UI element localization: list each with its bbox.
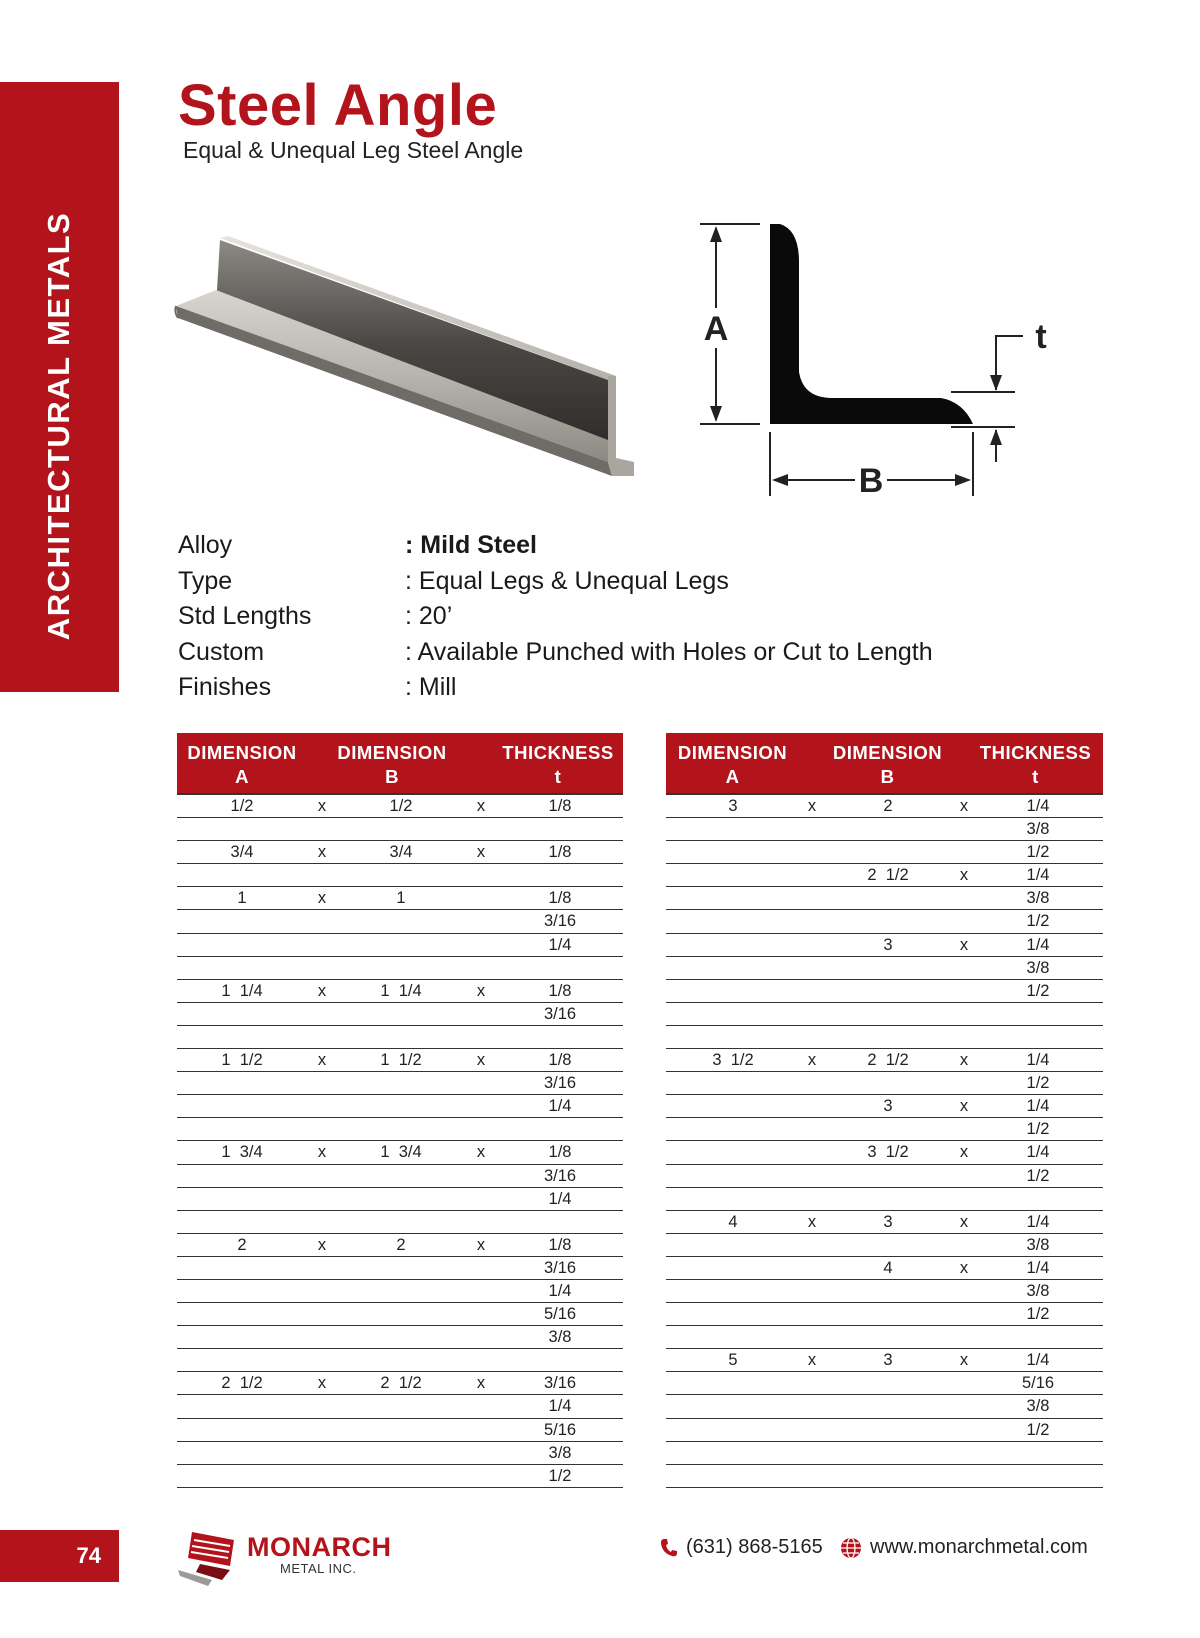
- table-row: [177, 795, 623, 818]
- cell-dimension-a: 3/4: [230, 843, 254, 862]
- header-dimension-b: DIMENSION B: [832, 742, 943, 787]
- spec-value: : Mill: [405, 673, 457, 702]
- cell-x: x: [476, 1051, 486, 1070]
- cell-thickness: 1/2: [1026, 981, 1050, 1000]
- cell-thickness: 3/16: [543, 1258, 577, 1277]
- cell-x: x: [807, 1212, 817, 1231]
- table-row: [177, 1234, 623, 1257]
- globe-icon: [840, 1537, 862, 1559]
- cell-x: x: [959, 1143, 969, 1162]
- table-row: [666, 1211, 1103, 1234]
- spec-row-alloy: [178, 528, 933, 564]
- cell-x: x: [476, 1143, 486, 1162]
- table-row: [177, 910, 623, 933]
- page-title: Steel Angle: [178, 73, 498, 138]
- cell-x: x: [959, 797, 969, 815]
- table-row: [666, 1326, 1103, 1349]
- cell-x: x: [959, 1097, 969, 1116]
- cell-thickness: 3/16: [543, 1004, 577, 1023]
- cell-thickness: 1/8: [548, 1051, 572, 1070]
- cell-x: x: [807, 1351, 817, 1370]
- table-row: [666, 795, 1103, 818]
- monarch-logo-icon: [178, 1528, 248, 1586]
- cell-thickness: 1/8: [548, 1143, 572, 1162]
- cell-x: x: [959, 1258, 969, 1277]
- cell-dimension-a: 4: [728, 1212, 738, 1231]
- spec-row-custom: [178, 635, 933, 671]
- cell-thickness: 1/2: [1026, 1420, 1050, 1439]
- website-url: www.monarchmetal.com: [870, 1536, 1088, 1558]
- table-row: [177, 818, 623, 841]
- table-row: [177, 1303, 623, 1326]
- cell-dimension-b: 2: [396, 1235, 406, 1254]
- cell-x: x: [476, 843, 486, 862]
- table-row: [666, 1372, 1103, 1395]
- cell-dimension-a: 3: [728, 797, 738, 815]
- cell-dimension-b: 4: [883, 1258, 893, 1277]
- cell-dimension-b: 1: [396, 889, 406, 908]
- table-row: [666, 818, 1103, 841]
- table-row: [177, 1442, 623, 1465]
- cell-thickness: 1/4: [548, 935, 572, 954]
- cell-thickness: 1/4: [1026, 1097, 1050, 1116]
- spec-row-finishes: [178, 670, 933, 706]
- cell-x: x: [317, 1374, 327, 1393]
- spec-value: : Equal Legs & Unequal Legs: [405, 566, 729, 595]
- cell-thickness: 1/4: [1026, 797, 1050, 815]
- table-row: [666, 864, 1103, 887]
- cell-dimension-b: 2 1/2: [867, 1051, 909, 1070]
- table-row: [666, 1026, 1103, 1049]
- cell-thickness: 3/8: [1026, 1281, 1050, 1300]
- table-row: [177, 1026, 623, 1049]
- cell-x: x: [317, 889, 327, 908]
- table-row: [177, 1372, 623, 1395]
- table-row: [666, 841, 1103, 864]
- phone-icon: [660, 1538, 678, 1558]
- spec-label: Alloy: [178, 531, 233, 560]
- cell-x: x: [959, 935, 969, 954]
- cell-thickness: 1/4: [1026, 1258, 1050, 1277]
- table-row: [177, 864, 623, 887]
- cell-dimension-b: 3: [883, 1097, 893, 1116]
- table-row: [666, 910, 1103, 933]
- cell-dimension-b: 3: [883, 935, 893, 954]
- table-row: [666, 1395, 1103, 1418]
- table-row: [177, 887, 623, 910]
- cell-thickness: 5/16: [543, 1305, 577, 1324]
- table-row: [177, 1118, 623, 1141]
- cell-x: x: [959, 1051, 969, 1070]
- cell-dimension-a: 1 1/4: [221, 981, 263, 1000]
- cell-x: x: [959, 1212, 969, 1231]
- table-row: [666, 1095, 1103, 1118]
- table-row: [177, 1419, 623, 1442]
- table-row: [666, 1003, 1103, 1026]
- table-row: [666, 980, 1103, 1003]
- table-row: [666, 1419, 1103, 1442]
- cell-x: x: [317, 1051, 327, 1070]
- cell-dimension-a: 1 1/2: [221, 1051, 263, 1070]
- cell-dimension-a: 3 1/2: [712, 1051, 754, 1070]
- cell-thickness: 1/2: [548, 1466, 572, 1485]
- cell-thickness: 1/8: [548, 797, 572, 815]
- cell-thickness: 1/4: [548, 1397, 572, 1416]
- page-number: 74: [76, 1543, 101, 1568]
- cell-dimension-b: 2 1/2: [380, 1374, 422, 1393]
- cell-thickness: 3/16: [543, 1374, 577, 1393]
- table-row: [177, 1165, 623, 1188]
- cell-thickness: 1/4: [548, 1097, 572, 1116]
- cell-dimension-b: 3: [883, 1351, 893, 1370]
- website-contact[interactable]: [840, 1536, 1088, 1559]
- table-row: [666, 1465, 1103, 1488]
- table-row: [666, 1442, 1103, 1465]
- cell-thickness: 3/16: [543, 1074, 577, 1093]
- table-header: [177, 733, 623, 793]
- table-row: [666, 934, 1103, 957]
- table-header: [666, 733, 1103, 793]
- cell-thickness: 1/4: [1026, 866, 1050, 885]
- cell-thickness: 1/4: [548, 1189, 572, 1208]
- table-row: [666, 1257, 1103, 1280]
- table-row: [177, 1349, 623, 1372]
- cell-dimension-b: 3: [883, 1212, 893, 1231]
- dimensions-table-left: [177, 733, 623, 1488]
- cell-x: x: [317, 1235, 327, 1254]
- table-row: [666, 1072, 1103, 1095]
- table-row: [666, 1280, 1103, 1303]
- spec-label: Type: [178, 566, 233, 595]
- cell-thickness: 3/8: [548, 1443, 572, 1462]
- spec-label: Custom: [178, 637, 265, 666]
- table-row: [666, 1165, 1103, 1188]
- cell-dimension-b: 1/2: [389, 797, 413, 815]
- table-row: [177, 957, 623, 980]
- phone-number: (631) 868-5165: [686, 1536, 823, 1558]
- table-row: [666, 887, 1103, 910]
- table-row: [177, 1465, 623, 1488]
- cell-thickness: 1/4: [1026, 1051, 1050, 1070]
- thickness-t-label: t: [1035, 318, 1047, 356]
- table-row: [177, 1003, 623, 1026]
- table-row: [177, 841, 623, 864]
- cell-thickness: 3/16: [543, 912, 577, 931]
- table-row: [177, 1395, 623, 1418]
- angle-dimension-diagram: [703, 222, 1105, 534]
- brand-name: MONARCH: [247, 1532, 392, 1562]
- steel-angle-photo: [176, 236, 636, 502]
- spec-list: [178, 528, 933, 706]
- spec-value: : 20’: [405, 602, 453, 631]
- table-row: [177, 1257, 623, 1280]
- table-row: [666, 1234, 1103, 1257]
- cell-thickness: 3/8: [1026, 1235, 1050, 1254]
- dimension-a-label: A: [703, 310, 729, 348]
- table-row: [177, 1095, 623, 1118]
- cell-thickness: 3/8: [1026, 820, 1050, 839]
- table-row: [177, 1211, 623, 1234]
- spec-value: : Mild Steel: [405, 531, 537, 560]
- table-row: [666, 1303, 1103, 1326]
- table-row: [666, 1349, 1103, 1372]
- spec-row-std-lengths: [178, 599, 933, 635]
- cell-thickness: 3/8: [548, 1328, 572, 1347]
- phone-contact[interactable]: [660, 1536, 823, 1559]
- section-label: ARCHITECTURAL METALS: [41, 211, 76, 641]
- table-row: [177, 980, 623, 1003]
- table-row: [666, 1141, 1103, 1164]
- cell-thickness: 1/4: [548, 1281, 572, 1300]
- cell-thickness: 5/16: [543, 1420, 577, 1439]
- table-row: [177, 1326, 623, 1349]
- cell-thickness: 1/8: [548, 981, 572, 1000]
- spec-value: : Available Punched with Holes or Cut to Length: [405, 637, 933, 666]
- cell-thickness: 1/4: [1026, 935, 1050, 954]
- cell-thickness: 3/16: [543, 1166, 577, 1185]
- cell-dimension-b: 1 1/4: [380, 981, 422, 1000]
- cell-dimension-a: 5: [728, 1351, 738, 1370]
- header-dimension-b: DIMENSION B: [337, 742, 447, 787]
- cell-dimension-a: 2: [237, 1235, 247, 1254]
- table-row: [177, 1280, 623, 1303]
- spec-row-type: [178, 564, 933, 600]
- table-row: [666, 1118, 1103, 1141]
- cell-dimension-b: 2 1/2: [867, 866, 909, 885]
- cell-thickness: 5/16: [1021, 1374, 1055, 1393]
- dimensions-table-right: [666, 733, 1103, 1488]
- cell-dimension-a: 1: [237, 889, 247, 908]
- cell-thickness: 1/2: [1026, 912, 1050, 931]
- cell-dimension-b: 2: [883, 797, 893, 815]
- table-body: [177, 793, 623, 1488]
- cell-x: x: [317, 981, 327, 1000]
- cell-x: x: [807, 797, 817, 815]
- cell-thickness: 1/2: [1026, 1166, 1050, 1185]
- dimension-b-label: B: [858, 462, 884, 500]
- cell-x: x: [317, 1143, 327, 1162]
- table-row: [177, 1072, 623, 1095]
- cell-dimension-a: 1/2: [230, 797, 254, 815]
- cell-thickness: 1/4: [1026, 1212, 1050, 1231]
- header-dimension-a: DIMENSION A: [187, 742, 297, 787]
- cell-x: x: [476, 981, 486, 1000]
- cell-thickness: 1/8: [548, 843, 572, 862]
- cell-thickness: 1/8: [548, 889, 572, 908]
- header-dimension-a: DIMENSION A: [677, 742, 788, 787]
- table-row: [666, 1049, 1103, 1072]
- cell-dimension-a: 1 3/4: [221, 1143, 263, 1162]
- cell-x: x: [317, 797, 327, 815]
- cell-thickness: 1/2: [1026, 1074, 1050, 1093]
- cell-x: x: [476, 1235, 486, 1254]
- header-thickness: THICKNESS t: [502, 742, 614, 787]
- table-row: [177, 1141, 623, 1164]
- page-subtitle: Equal & Unequal Leg Steel Angle: [183, 137, 524, 163]
- cell-x: x: [476, 1374, 486, 1393]
- cell-dimension-b: 1 1/2: [380, 1051, 422, 1070]
- cell-thickness: 1/4: [1026, 1351, 1050, 1370]
- table-row: [666, 957, 1103, 980]
- cell-thickness: 3/8: [1026, 958, 1050, 977]
- cell-x: x: [317, 843, 327, 862]
- cell-thickness: 1/8: [548, 1235, 572, 1254]
- table-row: [177, 1049, 623, 1072]
- cell-dimension-b: 3/4: [389, 843, 413, 862]
- cell-thickness: 1/2: [1026, 843, 1050, 862]
- spec-label: Std Lengths: [178, 602, 312, 631]
- table-row: [177, 1188, 623, 1211]
- cell-x: x: [959, 1351, 969, 1370]
- cell-thickness: 1/2: [1026, 1120, 1050, 1139]
- cell-dimension-a: 2 1/2: [221, 1374, 263, 1393]
- cell-thickness: 1/4: [1026, 1143, 1050, 1162]
- cell-x: x: [959, 866, 969, 885]
- cell-x: x: [476, 797, 486, 815]
- table-row: [177, 934, 623, 957]
- cell-thickness: 3/8: [1026, 889, 1050, 908]
- cell-dimension-b: 1 3/4: [380, 1143, 422, 1162]
- table-row: [666, 1188, 1103, 1211]
- spec-label: Finishes: [178, 673, 272, 702]
- table-body: [666, 793, 1103, 1488]
- cell-dimension-b: 3 1/2: [867, 1143, 909, 1162]
- cell-thickness: 1/2: [1026, 1305, 1050, 1324]
- header-thickness: THICKNESS t: [979, 742, 1092, 787]
- cell-thickness: 3/8: [1026, 1397, 1050, 1416]
- cell-x: x: [807, 1051, 817, 1070]
- brand-subtitle: METAL INC.: [280, 1561, 357, 1576]
